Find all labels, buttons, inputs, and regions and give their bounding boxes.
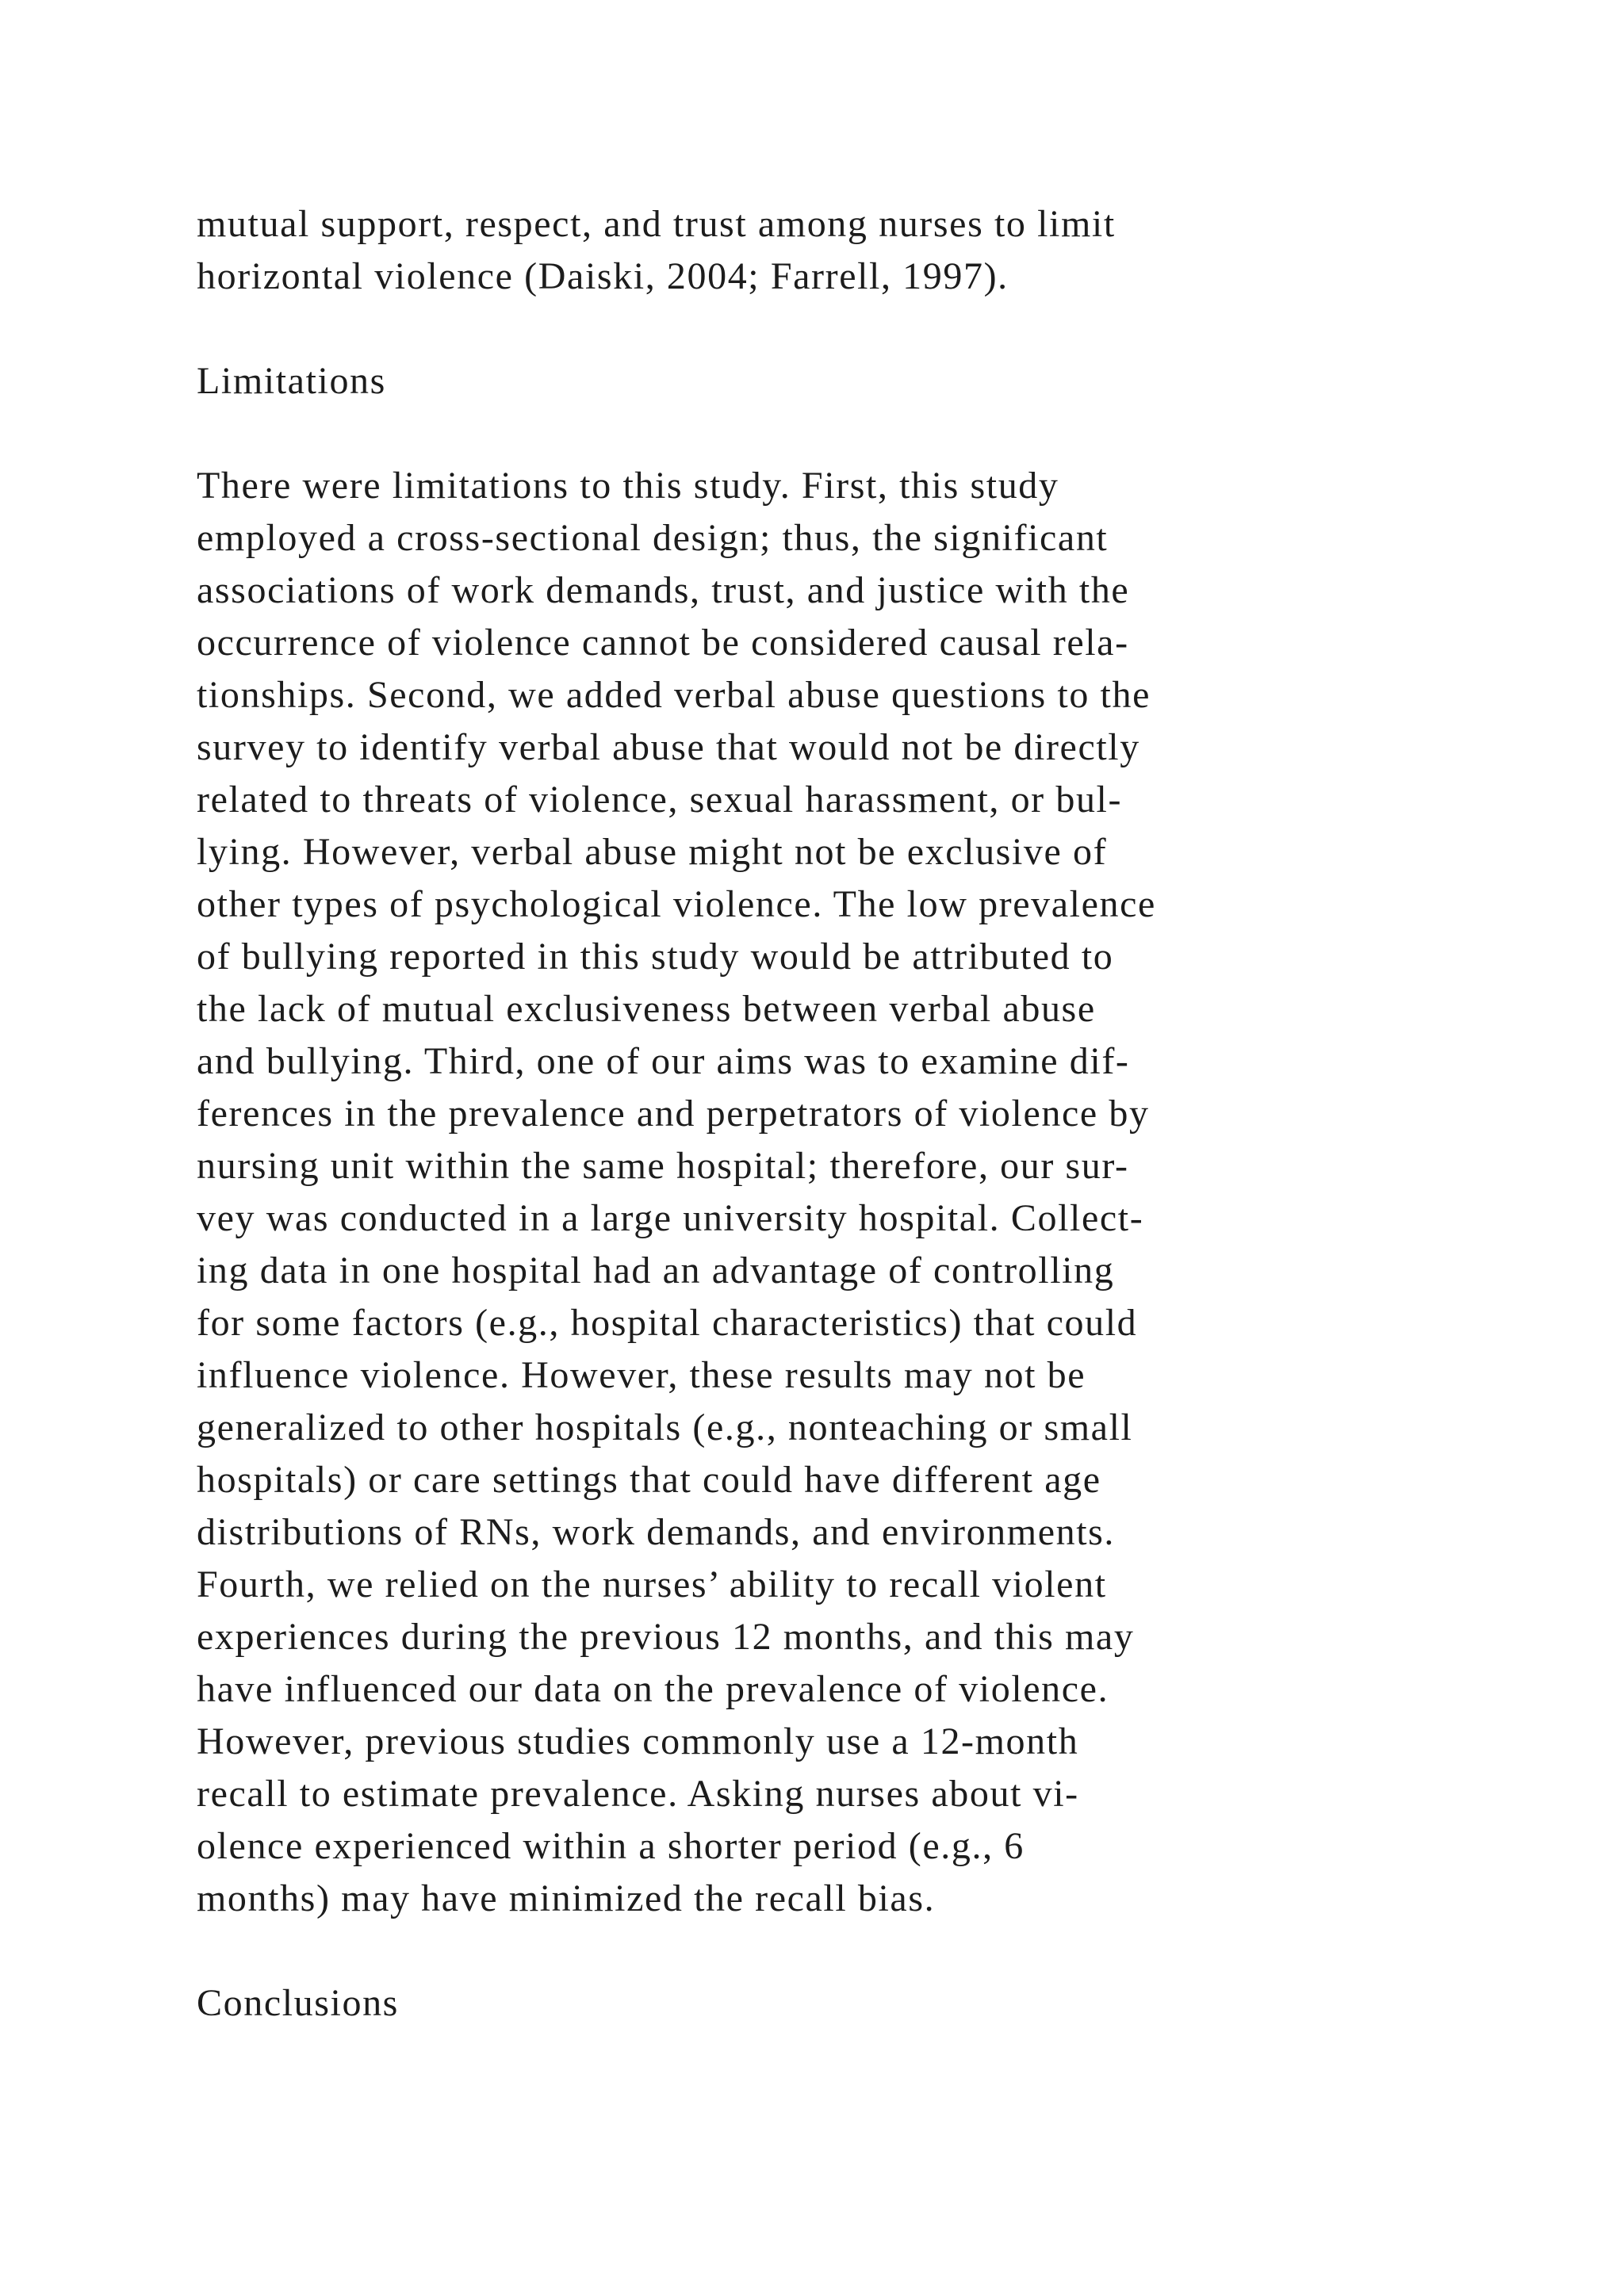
body-text-line: hospitals) or care settings that could have different age: [197, 1459, 1101, 1501]
body-text-line: nursing unit within the same hospital; therefore, our sur-: [197, 1145, 1129, 1187]
section-heading-limitations: Limitations: [197, 360, 386, 402]
body-text-line: lying. However, verbal abuse might not be exclusive of: [197, 831, 1108, 873]
body-text-line: distributions of RNs, work demands, and environments.: [197, 1511, 1116, 1553]
body-text-line: influence violence. However, these results may not be: [197, 1354, 1086, 1396]
body-text-line: of bullying reported in this study would be attributed to: [197, 936, 1114, 978]
body-text-line: There were limitations to this study. First, this study: [197, 465, 1059, 507]
body-text-line: have influenced our data on the prevalence of violence.: [197, 1668, 1109, 1710]
body-text-line: olence experienced within a shorter period (e.g., 6: [197, 1825, 1025, 1867]
body-text-line: tionships. Second, we added verbal abuse questions to the: [197, 674, 1151, 716]
body-text-line: associations of work demands, trust, and justice with the: [197, 569, 1130, 611]
body-text-line: horizontal violence (Daiski, 2004; Farrell, 1997).: [197, 255, 1009, 297]
body-text-line: other types of psychological violence. The low prevalence: [197, 883, 1156, 925]
body-text-line: survey to identify verbal abuse that would not be directly: [197, 726, 1140, 768]
body-text-line: experiences during the previous 12 months, and this may: [197, 1616, 1135, 1658]
body-text-line: generalized to other hospitals (e.g., nonteaching or small: [197, 1406, 1133, 1448]
body-text-line: mutual support, respect, and trust among nurses to limit: [197, 203, 1116, 245]
body-text-line: related to threats of violence, sexual harassment, or bul-: [197, 779, 1123, 821]
body-text-line: vey was conducted in a large university hospital. Collect-: [197, 1197, 1144, 1239]
body-text-line: However, previous studies commonly use a 12-month: [197, 1720, 1079, 1762]
body-text-line: for some factors (e.g., hospital characteristics) that could: [197, 1302, 1138, 1344]
body-text-line: occurrence of violence cannot be considered causal rela-: [197, 622, 1129, 664]
section-heading-conclusions: Conclusions: [197, 1982, 399, 2024]
body-text-line: Fourth, we relied on the nurses’ ability to recall violent: [197, 1563, 1107, 1605]
body-text-line: months) may have minimized the recall bias.: [197, 1877, 936, 1919]
body-text-line: ferences in the prevalence and perpetrators of violence by: [197, 1093, 1150, 1135]
body-text-line: ing data in one hospital had an advantage of controlling: [197, 1249, 1115, 1292]
body-text-line: the lack of mutual exclusiveness between verbal abuse: [197, 988, 1096, 1030]
body-text-line: and bullying. Third, one of our aims was to examine dif-: [197, 1040, 1130, 1082]
body-text-line: employed a cross-sectional design; thus, the significant: [197, 517, 1109, 559]
body-text-line: recall to estimate prevalence. Asking nurses about vi-: [197, 1773, 1079, 1815]
